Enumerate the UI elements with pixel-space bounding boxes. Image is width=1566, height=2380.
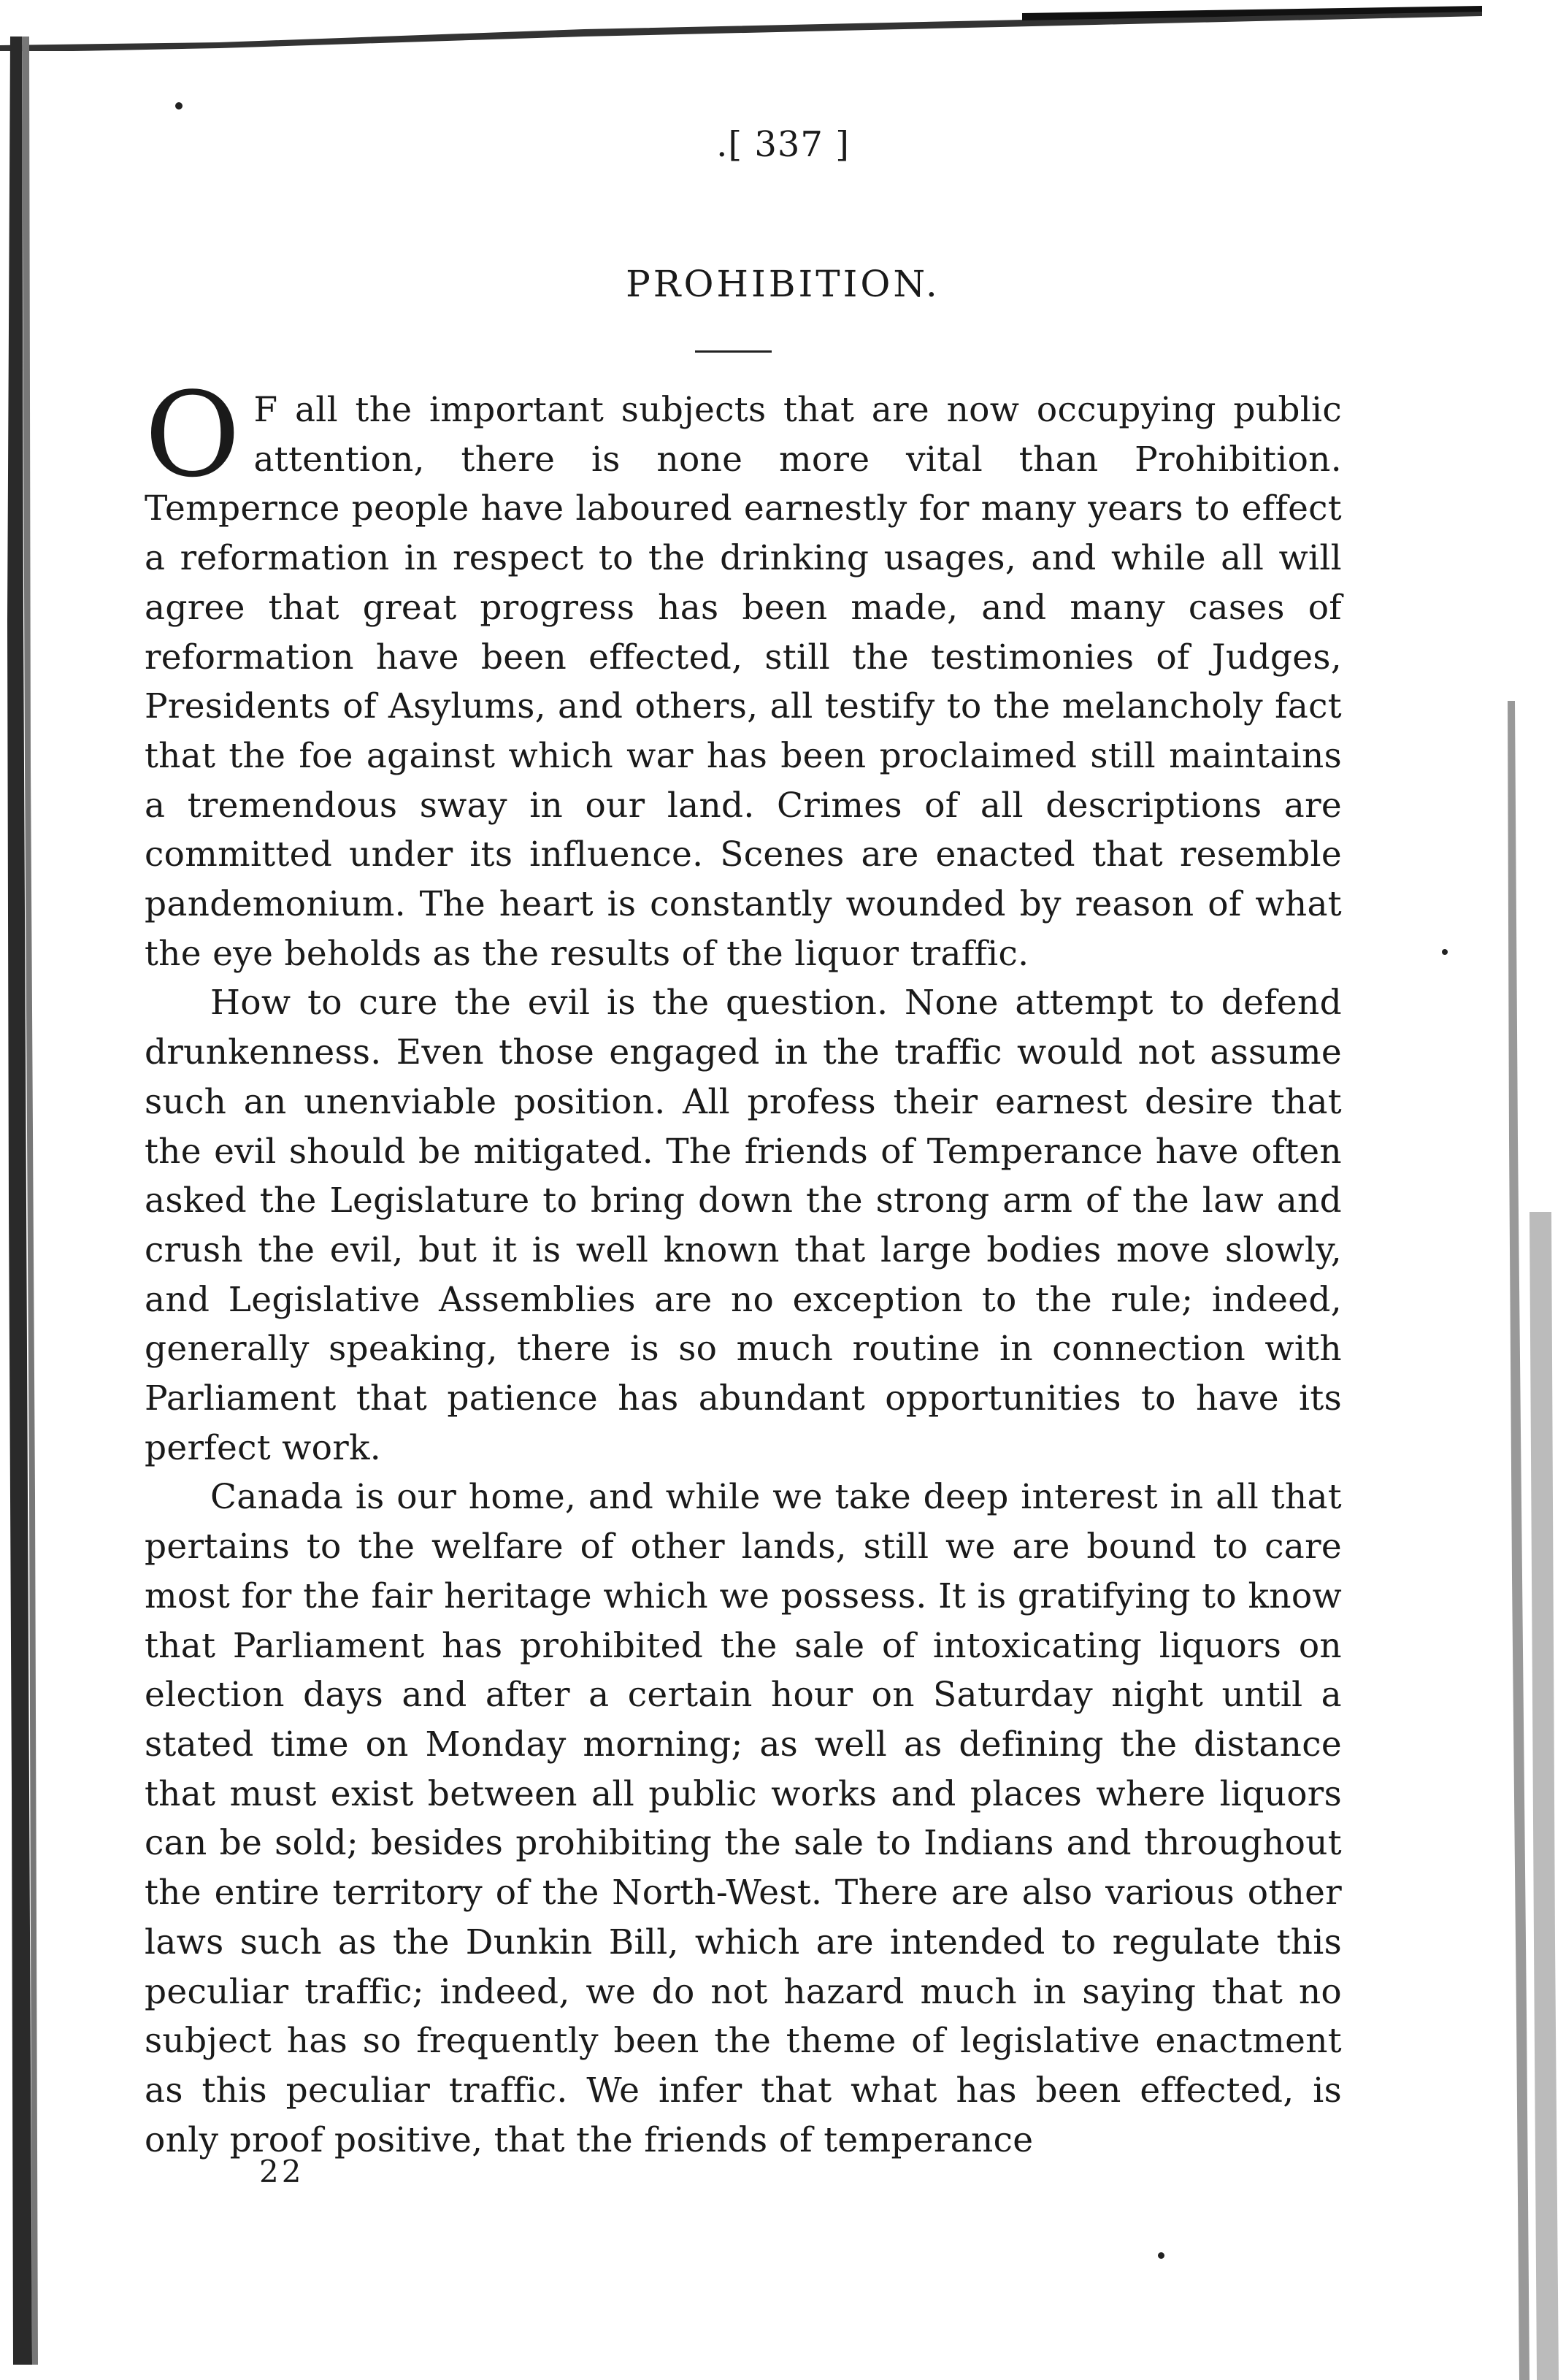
scan-noise-right: [1486, 701, 1566, 2380]
paragraph-1-text: F all the important subjects that are now occupying public attention, there is none more vital than Prohibition. Tempernce people have laboured earnestly for many years to effect a reformation in respect to the drinking usages, and while all will agree that great progress has been made, and many cases of reformation have been effected, still the testimonies of Judges, Presidents of Asylums, and others, all testify to the melancholy fact that the foe against which war has been proclaimed still maintains a tremendous sway in our land. Crimes of all descriptions are committed under its influence. Scenes are enacted that resemble pandemonium. The heart is constantly wounded by reason of what the eye beholds as the results of the liquor traffic.: [145, 390, 1342, 974]
scan-edge-top: [0, 0, 1566, 51]
paragraph-1: [145, 366, 1342, 978]
scan-speck: [175, 102, 183, 110]
paragraph-3: Canada is our home, and while we take deep interest in all that pertains to the welfare of other lands, still we are bound to care most for the fair heritage which we possess. It is gratifying to know that Parliament has prohibited the sale of intoxicating liquors on election days and after a certain hour on Saturday night until a stated time on Monday morning; as well as defining the distance that must exist between all public works and places where liquors can be sold; besides prohibiting the sale to Indians and throughout the entire territory of the North-West. There are also various other laws such as the Dunkin Bill, which are intended to regulate this peculiar traffic; indeed, we do not hazard much in saying that no subject has so frequently been the theme of legislative enactment as this peculiar traffic. We infer that what has been effected, is only proof positive, that the friends of temperance: [145, 1477, 1342, 2160]
paragraph-2: How to cure the evil is the question. None attempt to defend drunkenness. Even those engaged in the traffic would not assume such an unenviable position. All profess their earnest desire that the evil should be mitigated. The friends of Temperance have often asked the Legislature to bring down the strong arm of the law and crush the evil, but it is well known that large bodies move slowly, and Legislative Assemblies are no exception to the rule; indeed, generally speaking, there is so much routine in connection with Parliament that patience has abundant opportunities to have its perfect work.: [145, 983, 1342, 1468]
page-number: .[ 337 ]: [716, 124, 850, 165]
title-rule: [695, 350, 772, 353]
page-title: PROHIBITION.: [626, 263, 940, 305]
drop-cap: O: [145, 366, 241, 503]
scan-edge-left: [0, 37, 44, 2365]
article-body: [145, 366, 1342, 2165]
signature-mark: 22: [259, 2154, 304, 2189]
scan-speck: [1442, 949, 1448, 955]
scan-speck: [1158, 2252, 1164, 2259]
